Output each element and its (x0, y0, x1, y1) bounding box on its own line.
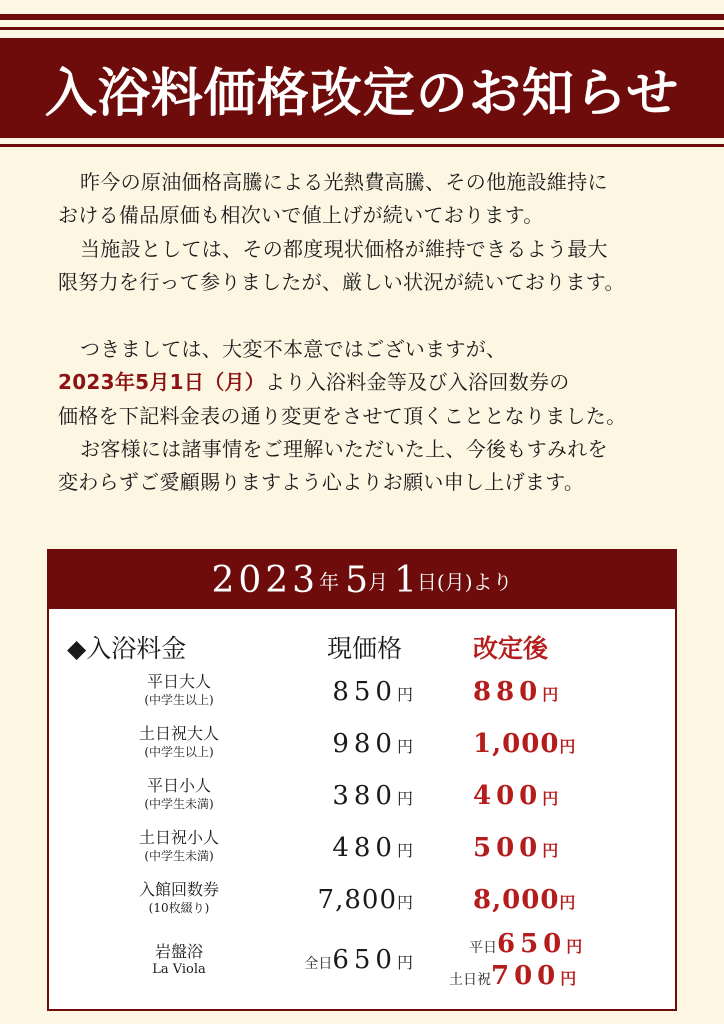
effective-date: 2023年5月1日（月） (58, 370, 266, 395)
bottom-rule-thin (0, 144, 724, 147)
row-sub: (中学生未満) (144, 797, 214, 811)
new-price: 400 (473, 781, 543, 811)
notice-line: おける備品原価も相次いで値上げが続いております。 (58, 203, 544, 228)
current-price: 380 (332, 781, 397, 811)
current-price: 850 (332, 677, 397, 707)
price-table (47, 549, 677, 1011)
title-banner (0, 38, 724, 138)
new-price-holiday: 700 (491, 961, 561, 991)
current-price: 650 (332, 945, 397, 975)
row-sub: (10枚綴り) (148, 901, 210, 915)
table-row: 土日祝小人 (中学生未満) 480円 500円 (49, 827, 675, 877)
notice-line: 変わらずご愛顧賜りますよう心よりお願い申し上げます。 (58, 470, 585, 495)
notice-line: お客様には諸事情をご理解いただいた上、今後もすみれを (80, 437, 608, 462)
current-price: 480 (332, 833, 397, 863)
row-name: 土日祝小人 (138, 828, 219, 847)
column-label-current: 現価格 (327, 634, 403, 663)
table-row-ganban: 岩盤浴 La Viola 全日650円 平日650円 土日祝700円 (49, 939, 675, 1005)
top-rule-thin (0, 27, 724, 30)
page-title: 入浴料価格改定のお知らせ (44, 63, 680, 124)
current-price: 7,800 (317, 885, 397, 915)
new-price: 1,000 (473, 729, 560, 759)
notice-line: つきましては、大変不本意ではございますが、 (80, 337, 507, 362)
new-price: 880 (473, 677, 543, 707)
row-name: 岩盤浴 (154, 942, 203, 961)
row-sub: (中学生以上) (144, 745, 214, 759)
current-price: 980 (332, 729, 397, 759)
notice-line-date: 2023年5月1日（月）より入浴料金等及び入浴回数券の (58, 370, 570, 395)
row-name: 平日大人 (146, 672, 211, 691)
row-name: 平日小人 (146, 776, 211, 795)
notice-line: 昨今の原油価格高騰による光熱費高騰、その他施設維持に (80, 170, 608, 194)
column-label-new: 改定後 (473, 634, 549, 663)
table-row: 土日祝大人 (中学生以上) 980円 1,000円 (49, 723, 675, 773)
notice-body (58, 166, 678, 500)
table-row: 平日大人 (中学生以上) 850円 880円 (49, 671, 675, 721)
notice-line: 当施設としては、その都度現状価格が維持できるよう最大 (80, 236, 608, 261)
table-row: 入館回数券 (10枚綴り) 7,800円 8,000円 (49, 879, 675, 929)
top-rule-thick (0, 14, 724, 20)
table-header-date: 2023 年 5 月 1 日 (月) より (49, 551, 675, 609)
notice-line: 価格を下記料金表の通り変更をさせて頂くこととなりました。 (58, 403, 627, 428)
row-sub: La Viola (152, 962, 206, 977)
row-sub: (中学生未満) (144, 849, 214, 863)
column-label-fee: ◆入浴料金 (67, 634, 187, 663)
new-price: 8,000 (473, 885, 560, 915)
row-name: 入館回数券 (138, 880, 219, 899)
new-price: 500 (473, 833, 543, 863)
new-price-weekday: 650 (497, 929, 567, 959)
row-name: 土日祝大人 (138, 724, 219, 743)
row-sub: (中学生以上) (144, 693, 214, 707)
notice-line: 限努力を行って参りましたが、厳しい状況が続いております。 (58, 269, 625, 294)
table-row: 平日小人 (中学生未満) 380円 400円 (49, 775, 675, 825)
